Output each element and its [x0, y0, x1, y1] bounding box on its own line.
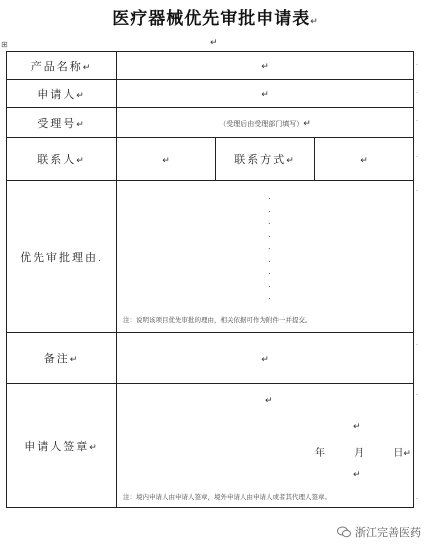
application-form-table [6, 51, 414, 508]
contact-method-label: 联系方式↵ [216, 138, 315, 181]
row-end-mark: . [416, 152, 418, 159]
acceptance-no-hint: （受理后由受理部门填写） [219, 120, 304, 128]
product-name-label: 产品名称↵ [7, 52, 117, 80]
date-year: 年 [315, 448, 325, 459]
reason-note: 注：说明该项目优先审批的理由，相关依据可作为附件一并提交。 [123, 316, 312, 324]
wechat-icon [337, 526, 351, 538]
paragraph-marker-left: ⊞ [1, 40, 8, 49]
watermark-text: 浙江完善医药 [355, 526, 421, 539]
signature-label: 申请人签章↵ [7, 384, 117, 508]
date-day: 日 [393, 448, 404, 459]
row-end-mark: . [416, 116, 418, 123]
signature-field[interactable] [117, 384, 414, 508]
contact-field[interactable]: ↵ [117, 138, 216, 181]
applicant-label: 申请人↵ [7, 80, 117, 108]
remarks-field[interactable]: ↵ [117, 333, 414, 384]
row-reason [7, 181, 414, 333]
reason-label: 优先审批理由. [7, 181, 117, 333]
signature-note: 注：境内申请人由申请人签章，境外申请人由申请人或者其代理人签章。 [123, 493, 331, 501]
contact-label: 联系人↵ [7, 138, 117, 181]
reason-field[interactable] [117, 181, 414, 333]
applicant-field[interactable]: ↵ [117, 80, 414, 108]
row-contact [7, 138, 414, 181]
signature-date: 年 月 日↵ [315, 444, 411, 459]
document-title [0, 4, 431, 29]
paragraph-mark: ↵ [353, 470, 361, 480]
row-acceptance-no [7, 108, 414, 138]
contact-method-field[interactable]: ↵ [315, 138, 414, 181]
row-applicant [7, 80, 414, 108]
title-text: 医疗器械优先审批申请表 [112, 9, 311, 29]
row-end-mark: . [416, 340, 418, 347]
watermark [337, 524, 421, 540]
row-end-mark: . [416, 494, 418, 501]
product-name-field[interactable]: ↵ [117, 52, 414, 80]
row-product-name [7, 52, 414, 80]
row-end-mark: . [416, 390, 418, 397]
row-end-mark: . [416, 88, 418, 95]
paragraph-mark: ↵ [210, 38, 218, 48]
paragraph-mark: ↵ [310, 17, 319, 27]
row-signature [7, 384, 414, 508]
row-end-mark: . [416, 186, 418, 193]
date-month: 月 [354, 448, 365, 459]
acceptance-no-field[interactable]: （受理后由受理部门填写）↵ [117, 108, 414, 138]
remarks-label: 备注↵ [7, 333, 117, 384]
row-remarks [7, 333, 414, 384]
paragraph-mark: ↵ [265, 396, 273, 406]
row-end-mark: . [416, 60, 418, 67]
paragraph-mark: ↵ [353, 422, 361, 432]
acceptance-no-label: 受理号↵ [7, 108, 117, 138]
paragraph-marks-column: . . . . . . . . . [268, 192, 271, 301]
